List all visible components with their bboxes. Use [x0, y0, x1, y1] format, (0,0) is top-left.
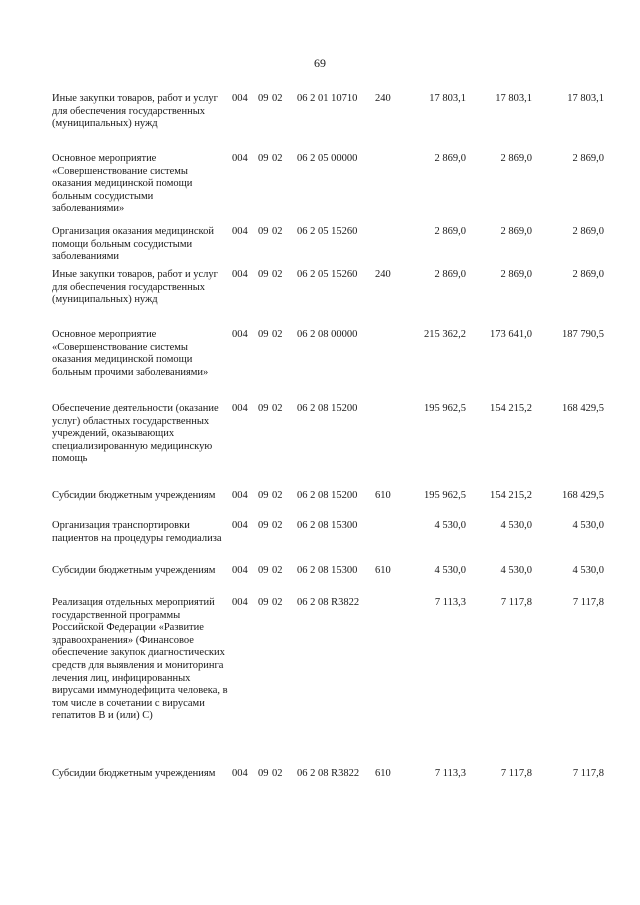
subsection-code: 02 [272, 597, 283, 608]
target-article-code: 06 2 08 R3822 [297, 597, 360, 608]
expense-type-code: 610 [375, 565, 391, 576]
row-name: Иные закупки товаров, работ и услуг для обеспечения государственных (муниципальных) нужд [52, 269, 218, 306]
row-name: Иные закупки товаров, работ и услуг для обеспечения государственных (муниципальных) нужд [52, 93, 218, 130]
amount-year-3: 2 869,0 [572, 269, 604, 280]
amount-year-1: 215 362,2 [424, 329, 466, 340]
amount-year-1: 7 113,3 [434, 597, 466, 608]
expense-type-code: 240 [375, 269, 391, 280]
amount-year-3: 7 117,8 [572, 597, 604, 608]
page-number: 69 [314, 56, 326, 70]
target-article-code: 06 2 08 00000 [297, 329, 358, 340]
admin-code: 004 [232, 329, 248, 340]
amount-year-2: 2 869,0 [500, 269, 532, 280]
amount-year-1: 4 530,0 [434, 565, 466, 576]
section-code: 09 [258, 269, 269, 280]
amount-year-3: 187 790,5 [562, 329, 604, 340]
target-article-code: 06 2 08 15300 [297, 520, 358, 531]
section-code: 09 [258, 490, 269, 501]
row-name: Основное мероприятие «Совершенствование системы оказания медицинской помощи больным сосудистыми заболеваниями» [52, 153, 193, 215]
expense-type-code: 240 [375, 93, 391, 104]
amount-year-2: 4 530,0 [500, 565, 532, 576]
admin-code: 004 [232, 226, 248, 237]
target-article-code: 06 2 08 15200 [297, 403, 358, 414]
subsection-code: 02 [272, 329, 283, 340]
row-name: Обеспечение деятельности (оказание услуг) областных государственных учреждений, оказывающих специализированную медицинскую помощь [52, 403, 219, 465]
amount-year-2: 154 215,2 [490, 403, 532, 414]
target-article-code: 06 2 08 15200 [297, 490, 358, 501]
admin-code: 004 [232, 768, 248, 779]
admin-code: 004 [232, 520, 248, 531]
target-article-code: 06 2 05 00000 [297, 153, 358, 164]
amount-year-1: 2 869,0 [434, 153, 466, 164]
row-name: Субсидии бюджетным учреждениям [52, 768, 216, 779]
subsection-code: 02 [272, 520, 283, 531]
amount-year-2: 2 869,0 [500, 226, 532, 237]
amount-year-1: 2 869,0 [434, 226, 466, 237]
amount-year-2: 7 117,8 [500, 768, 532, 779]
amount-year-3: 7 117,8 [572, 768, 604, 779]
amount-year-1: 195 962,5 [424, 490, 466, 501]
target-article-code: 06 2 08 15300 [297, 565, 358, 576]
amount-year-1: 2 869,0 [434, 269, 466, 280]
amount-year-2: 17 803,1 [495, 93, 532, 104]
target-article-code: 06 2 05 15260 [297, 269, 358, 280]
section-code: 09 [258, 153, 269, 164]
section-code: 09 [258, 93, 269, 104]
amount-year-3: 2 869,0 [572, 226, 604, 237]
amount-year-3: 2 869,0 [572, 153, 604, 164]
section-code: 09 [258, 520, 269, 531]
admin-code: 004 [232, 403, 248, 414]
subsection-code: 02 [272, 490, 283, 501]
target-article-code: 06 2 08 R3822 [297, 768, 360, 779]
amount-year-2: 173 641,0 [490, 329, 532, 340]
expense-type-code: 610 [375, 768, 391, 779]
admin-code: 004 [232, 93, 248, 104]
row-name: Основное мероприятие «Совершенствование системы оказания медицинской помощи больным прочими заболеваниями» [52, 329, 209, 378]
subsection-code: 02 [272, 153, 283, 164]
row-name: Субсидии бюджетным учреждениям [52, 565, 216, 576]
row-name: Субсидии бюджетным учреждениям [52, 490, 216, 501]
amount-year-1: 17 803,1 [429, 93, 466, 104]
admin-code: 004 [232, 153, 248, 164]
admin-code: 004 [232, 490, 248, 501]
admin-code: 004 [232, 269, 248, 280]
amount-year-1: 4 530,0 [434, 520, 466, 531]
section-code: 09 [258, 226, 269, 237]
amount-year-3: 4 530,0 [572, 520, 604, 531]
amount-year-3: 17 803,1 [567, 93, 604, 104]
section-code: 09 [258, 329, 269, 340]
admin-code: 004 [232, 565, 248, 576]
section-code: 09 [258, 768, 269, 779]
amount-year-1: 195 962,5 [424, 403, 466, 414]
amount-year-3: 168 429,5 [562, 490, 604, 501]
amount-year-1: 7 113,3 [434, 768, 466, 779]
amount-year-3: 4 530,0 [572, 565, 604, 576]
expense-type-code: 610 [375, 490, 391, 501]
amount-year-3: 168 429,5 [562, 403, 604, 414]
subsection-code: 02 [272, 565, 283, 576]
row-name: Организация транспортировки пациентов на процедуры гемодиализа [52, 520, 222, 544]
subsection-code: 02 [272, 403, 283, 414]
section-code: 09 [258, 403, 269, 414]
row-name: Организация оказания медицинской помощи больным сосудистыми заболеваниями [52, 226, 214, 263]
subsection-code: 02 [272, 93, 283, 104]
amount-year-2: 4 530,0 [500, 520, 532, 531]
amount-year-2: 154 215,2 [490, 490, 532, 501]
subsection-code: 02 [272, 226, 283, 237]
amount-year-2: 2 869,0 [500, 153, 532, 164]
target-article-code: 06 2 05 15260 [297, 226, 358, 237]
section-code: 09 [258, 565, 269, 576]
target-article-code: 06 2 01 10710 [297, 93, 358, 104]
section-code: 09 [258, 597, 269, 608]
subsection-code: 02 [272, 269, 283, 280]
amount-year-2: 7 117,8 [500, 597, 532, 608]
admin-code: 004 [232, 597, 248, 608]
row-name: Реализация отдельных мероприятий государственной программы Российской Федерации «Развитие здравоохранения» (Финансовое обеспечение закупок диагностических средств для выявления и мониторинга лечения лиц, инфицированных вирусами иммунодефицита человека, в том числе в сочетании с вирусами гепатитов В и (или) С) [52, 597, 228, 722]
subsection-code: 02 [272, 768, 283, 779]
